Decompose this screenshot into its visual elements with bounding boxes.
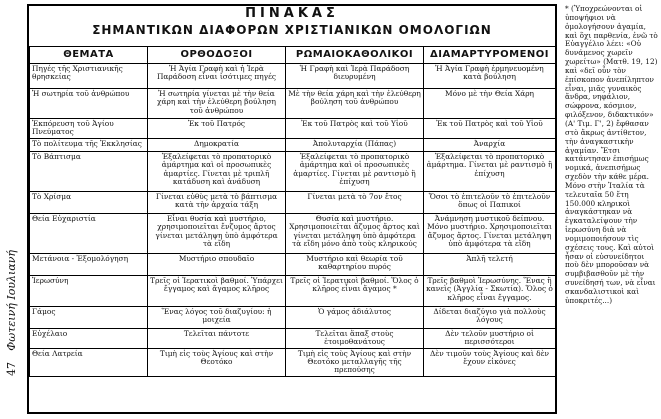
catholic-cell: Γίνεται μετὰ τὸ 7ον ἔτος: [286, 191, 424, 213]
orthodox-cell: Ἐξαλείφεται τὸ προπατορικὸ ἁμάρτημα καὶ οἱ προσωπικὲς ἁμαρτίες. Γίνεται μὲ τριπλῆ κατάδυση καὶ ἀνάδυση: [148, 151, 286, 191]
topic-cell: Τὸ Βάπτισμα: [30, 151, 148, 191]
catholic-cell: Ὁ γάμος ἀδιάλυτος: [286, 306, 424, 328]
topic-cell: Ἡ σωτηρία τοῦ ἀνθρώπου: [30, 89, 148, 119]
protestant-cell: Ἐξαλείφεται τὸ προπατορικὸ ἁμάρτημα. Γίνεται μὲ ραντισμὸ ἢ ἐπίχυση: [424, 151, 556, 191]
protestant-cell: Ἀναρχία: [424, 138, 556, 151]
catholic-cell: Ἐκ τοῦ Πατρὸς καὶ τοῦ Υἱοῦ: [286, 119, 424, 139]
running-title: Φωτεινή Ιουλιανή: [5, 250, 18, 351]
table-row: [30, 275, 556, 306]
table-title: ΠΙΝΑΚΑΣ: [245, 6, 339, 21]
column-header: ΟΡΘΟΔΟΞΟΙ: [148, 47, 286, 64]
topic-cell: Πηγές τῆς Χριστιανικῆς θρησκείας: [30, 64, 148, 89]
protestant-cell: Ἡ Ἁγία Γραφὴ ἑρμηνευομένη κατὰ βούληση: [424, 64, 556, 89]
topic-cell: Μετάνοια - Ἐξομολόγηση: [30, 253, 148, 275]
catholic-cell: Τρεῖς οἱ Ἱερατικοὶ βαθμοί. Ὅλος ὁ κλῆρος εἶναι ἄγαμος *: [286, 275, 424, 306]
catholic-cell: Ἡ Γραφὴ καὶ Ἱερὰ Παράδοση διευρυμένη: [286, 64, 424, 89]
orthodox-cell: Τιμὴ εἰς τοὺς Ἁγίους καὶ στὴν Θεοτόκο: [148, 348, 286, 376]
topic-cell: Θεία Εὐχαριστία: [30, 213, 148, 253]
comparison-table: [29, 46, 556, 377]
topic-cell: Ἐκπόρευση τοῦ Ἁγίου Πνεύματος: [30, 119, 148, 139]
topic-cell: Γάμος: [30, 306, 148, 328]
table-row: [30, 138, 556, 151]
table-row: [30, 64, 556, 89]
catholic-cell: Θυσία καὶ μυστήριο. Χρησιμοποιεῖται ἄζυμος ἄρτος καὶ γίνεται μετάληψη ὑπὸ ἀμφότερα τὰ εἴδη μόνο ἀπὸ τοὺς κληρικούς: [286, 213, 424, 253]
table-subtitle: ΣΗΜΑΝΤΙΚΩΝ ΔΙΑΦΟΡΩΝ ΧΡΙΣΤΙΑΝΙΚΩΝ ΟΜΟΛΟΓΙΩΝ: [92, 23, 492, 37]
orthodox-cell: Ἕνας λόγος τοῦ διαζυγίου: ἡ μοιχεία: [148, 306, 286, 328]
catholic-cell: Τελεῖται ἅπαξ στοὺς ἑτοιμοθανάτους: [286, 328, 424, 348]
protestant-cell: Ἁπλῆ τελετή: [424, 253, 556, 275]
table-row: [30, 328, 556, 348]
table-row: [30, 119, 556, 139]
topic-cell: Θεία Λατρεία: [30, 348, 148, 376]
topic-cell: Εὐχέλαιο: [30, 328, 148, 348]
orthodox-cell: Τρεῖς οἱ Ἱερατικοὶ βαθμοί. Ὑπάρχει ἔγγαμος καὶ ἄγαμος κλῆρος: [148, 275, 286, 306]
column-header: ΡΩΜΑΙΟΚΑΘΟΛΙΚΟΙ: [286, 47, 424, 64]
table-row: [30, 348, 556, 376]
header-row: [30, 47, 556, 64]
table-title-block: [29, 6, 555, 37]
protestant-cell: Ἐκ τοῦ Πατρὸς καὶ τοῦ Υἱοῦ: [424, 119, 556, 139]
table-row: [30, 151, 556, 191]
table-row: [30, 253, 556, 275]
protestant-cell: Τρεῖς βαθμοὶ Ἱερωσύνης. Ἕνας ἢ κανεὶς (Ἀγγλία - Σκωτία). Ὅλος ὁ κλῆρος εἶναι ἔγγαμος.: [424, 275, 556, 306]
protestant-cell: Δὲν τελοῦν μυστήριο οἱ περισσότεροι: [424, 328, 556, 348]
table-row: [30, 306, 556, 328]
catholic-cell: Μυστήριο καὶ θεωρία τοῦ καθαρτηρίου πυρός: [286, 253, 424, 275]
column-header: ΔΙΑΜΑΡΤΥΡΟΜΕΝΟΙ: [424, 47, 556, 64]
protestant-cell: Δὲν τιμοῦν τοὺς Ἁγίους καὶ δὲν ἔχουν εἰκόνες: [424, 348, 556, 376]
orthodox-cell: Δημοκρατία: [148, 138, 286, 151]
orthodox-cell: Ἐκ τοῦ Πατρός: [148, 119, 286, 139]
orthodox-cell: Ἡ σωτηρία γίνεται μὲ τὴν θεία χάρη καὶ τὴν ἐλεύθερη βούληση τοῦ ἀνθρώπου: [148, 89, 286, 119]
table-row: [30, 191, 556, 213]
topic-cell: Τὸ Χρίσμα: [30, 191, 148, 213]
protestant-cell: Ἀνάμνηση μυστικοῦ δείπνου. Μόνο μυστήριο. Χρησιμοποιεῖται ἄζυμος ἄρτος. Γίνεται μετάληψη ὑπὸ ἀμφότερα τὰ εἴδη: [424, 213, 556, 253]
catholic-cell: Μὲ τὴν θεία χάρη καὶ τὴν ἐλεύθερη βούληση τοῦ ἀνθρώπου: [286, 89, 424, 119]
orthodox-cell: Μυστήριο σπουδαῖο: [148, 253, 286, 275]
side-footnote: * (Ὑποχρεώνονται οἱ ὑποψήφιοι νὰ ὁμολογήσουν ἀγαμία, καὶ ὅχι παρθενία, ἐνῶ τὸ Εὐαγγέλιο λέει: «Οὐ δυνάμενος χωρεῖν χωρείτω» (Ματθ. 19, 12) καὶ «δεῖ οὖν τὸν ἐπίσκοπον ἀνεπίληπτον εἶναι, μιᾶς γυναικὸς ἄνδρα, νηφάλιον, σώφρονα, κόσμιον, φιλόξενον, διδακτικόν» (Α' Τιμ. Γ', 2) ἔφθασαν στὸ ἄκρως ἀντίθετον, τὴν ἀναγκαστικὴν ἀγαμίαν. Ἔτσι κατάντησαν ἐπισήμως νομικά, ἀνεπισήμως σχεδὸν τὴν κάθε μέρα. Μόνο στὴν Ἰταλία τὰ τελευταῖα 50 ἔτη 150.000 κληρικοὶ ἀναγκάστηκαν νὰ ἐγκαταλείψουν τὴν ἱερωσύνη διὰ νὰ νομιμοποιήσουν τὶς σχέσεις τους. Καὶ αὐτοὶ ἦσαν οἱ εὐσυνείδητοι ποὺ δὲν μποροῦσαν νὰ συμβιβασθοῦν μὲ τὴν συνείδησή των, νὰ εἶναι σκανδαλιστικοὶ καὶ ὑποκριτές...): [565, 4, 658, 305]
orthodox-cell: Γίνεται εὐθὺς μετὰ τὸ βάπτισμα κατὰ τὴν ἀρχαία τάξη: [148, 191, 286, 213]
table-row: [30, 89, 556, 119]
orthodox-cell: Τελεῖται πάντοτε: [148, 328, 286, 348]
protestant-cell: Δίδεται διαζύγιο γιὰ πολλοὺς λόγους: [424, 306, 556, 328]
orthodox-cell: Ἡ Ἁγία Γραφὴ καὶ ἡ Ἱερὰ Παράδοση εἶναι ἰσότιμες πηγές: [148, 64, 286, 89]
protestant-cell: Ὅσοι τὸ ἐπιτελοῦν τὸ ἐπιτελοῦν ὅπως οἱ Παπικοί: [424, 191, 556, 213]
column-header: ΘΕΜΑΤΑ: [30, 47, 148, 64]
page-number: 47: [5, 362, 18, 376]
catholic-cell: Τιμὴ εἰς τοὺς Ἁγίους καὶ στὴν Θεοτόκο μεταλλαγῆς τῆς πρεπούσης: [286, 348, 424, 376]
topic-cell: Ἱερωσύνη: [30, 275, 148, 306]
catholic-cell: Ἀπολυταρχία (Πάπας): [286, 138, 424, 151]
table-row: [30, 213, 556, 253]
catholic-cell: Ἐξαλείφεται τὸ προπατορικὸ ἁμάρτημα καὶ οἱ προσωπικὲς ἁμαρτίες. Γίνεται μὲ ραντισμὸ ἢ ἐπίχυση: [286, 151, 424, 191]
protestant-cell: Μόνο μὲ τὴν Θεία Χάρη: [424, 89, 556, 119]
topic-cell: Τὸ πολίτευμα τῆς Ἐκκλησίας: [30, 138, 148, 151]
page-spine: [2, 0, 24, 419]
orthodox-cell: Εἶναι θυσία καὶ μυστήριο, χρησιμοποιεῖται ἔνζυμος ἄρτος γίνεται μετάληψη ὑπὸ ἀμφότερα τὰ εἴδη: [148, 213, 286, 253]
